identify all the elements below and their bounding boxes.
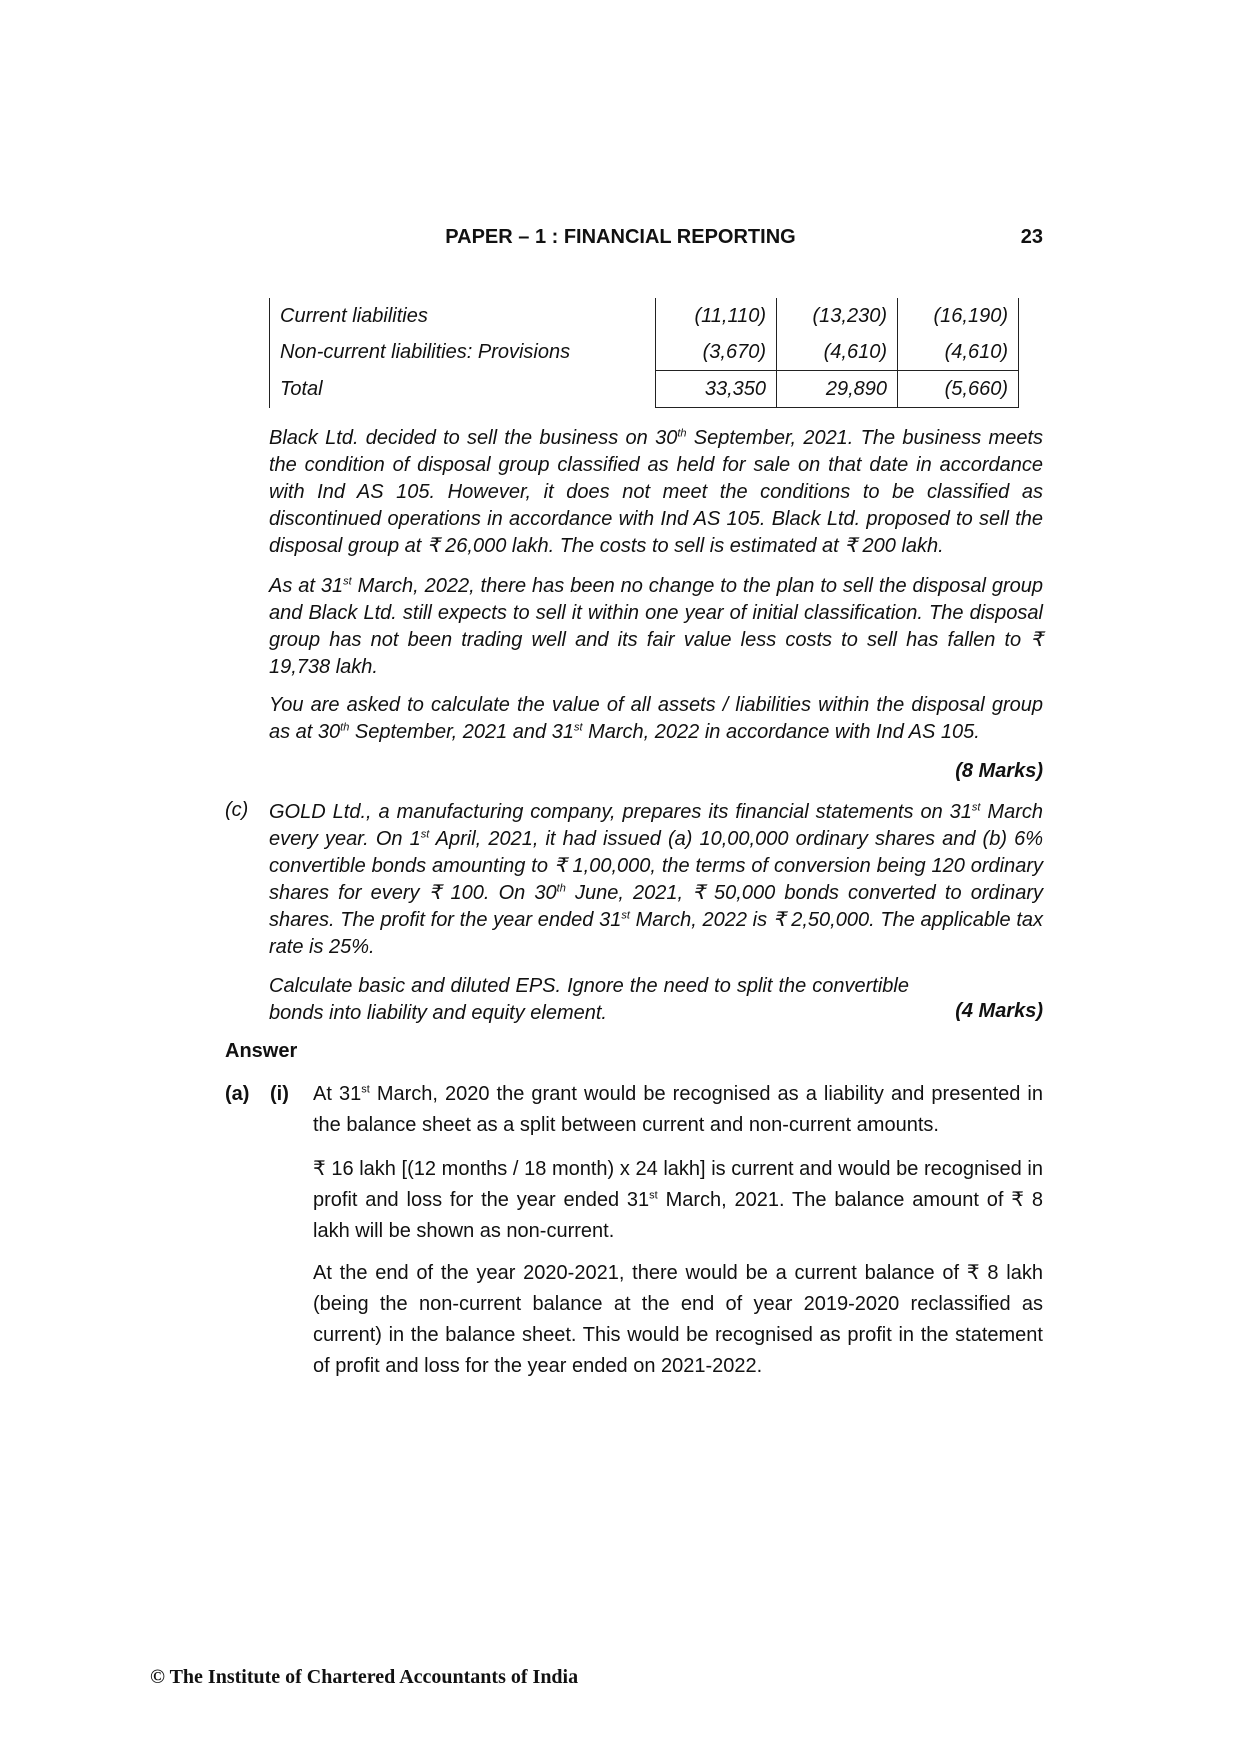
question-c-paragraph-2: Calculate basic and diluted EPS. Ignore the need to split the convertible bonds into liability and equity element. [269,975,909,1024]
answer-heading: Answer [225,1040,298,1062]
cell-value: (11,110) [656,298,777,334]
question-b-paragraph-3: You are asked to calculate the value of all assets / liabilities within the disposal group as at 30th September, 2021 and 31st March, 2022 in accordance with Ind AS 105. [269,694,1043,743]
answer-label-i: (i) [270,1083,289,1105]
cell-value: (4,610) [777,334,898,371]
question-c-paragraph-1: GOLD Ltd., a manufacturing company, prepares its financial statements on 31st March every year. On 1st April, 2021, it had issued (a) 10,00,000 ordinary shares and (b) 6% convertible bonds amounting to ₹ 1,00,000, the terms of conversion being 120 ordinary shares for every ₹ 100. On 30th June, 2021, ₹ 50,000 bonds converted to ordinary shares. The profit for the year ended 31st March, 2022 is ₹ 2,50,000. The applicable tax rate is 25%. [269,801,1043,958]
page-title: PAPER – 1 : FINANCIAL REPORTING [445,226,796,248]
cell-value: (3,670) [656,334,777,371]
question-b-paragraph-1: Black Ltd. decided to sell the business on 30th September, 2021. The business meets the condition of disposal group classified as held for sale on that date in accordance with Ind AS 105. However, it does not meet the conditions to be classified as discontinued operations in accordance with Ind AS 105. Black Ltd. proposed to sell the disposal group at ₹ 26,000 lakh. The costs to sell is estimated at ₹ 200 lakh. [269,427,1044,557]
cell-value: 29,890 [777,371,898,408]
answer-paragraph-2: ₹ 16 lakh [(12 months / 18 month) x 24 lakh] is current and would be recognised in profit and loss for the year ended 31st March, 2021. The balance amount of ₹ 8 lakh will be shown as non-current. [313,1158,1043,1242]
answer-paragraph-1: At 31st March, 2020 the grant would be recognised as a liability and presented in the balance sheet as a split between current and non-current amounts. [313,1083,1043,1136]
footer-copyright: © The Institute of Chartered Accountants of India [150,1666,579,1688]
table-row [270,334,1019,371]
cell-value: (13,230) [777,298,898,334]
cell-value: (5,660) [898,371,1019,408]
table-row-total [270,371,1019,408]
row-label: Current liabilities [270,298,656,334]
question-c-label: (c) [225,799,249,821]
marks-b: (8 Marks) [955,760,1043,782]
row-label: Non-current liabilities: Provisions [270,334,656,371]
table-row [270,298,1019,334]
question-b-paragraph-2: As at 31st March, 2022, there has been no change to the plan to sell the disposal group and Black Ltd. still expects to sell it within one year of initial classification. The disposal group has not been trading well and its fair value less costs to sell has fallen to ₹ 19,738 lakh. [269,575,1043,678]
cell-value: (4,610) [898,334,1019,371]
marks-c: (4 Marks) [955,1000,1043,1022]
row-label: Total [270,371,656,408]
page-header [0,226,1241,256]
cell-value: (16,190) [898,298,1019,334]
page-number: 23 [1020,226,1043,248]
answer-paragraph-3: At the end of the year 2020-2021, there would be a current balance of ₹ 8 lakh (being the non-current balance at the end of year 2019-2020 reclassified as current) in the balance sheet. This would be recognised as profit in the statement of profit and loss for the year ended on 2021-2022. [313,1262,1043,1377]
disposal-group-table [269,298,1019,408]
answer-label-a: (a) [225,1083,250,1105]
cell-value: 33,350 [656,371,777,408]
